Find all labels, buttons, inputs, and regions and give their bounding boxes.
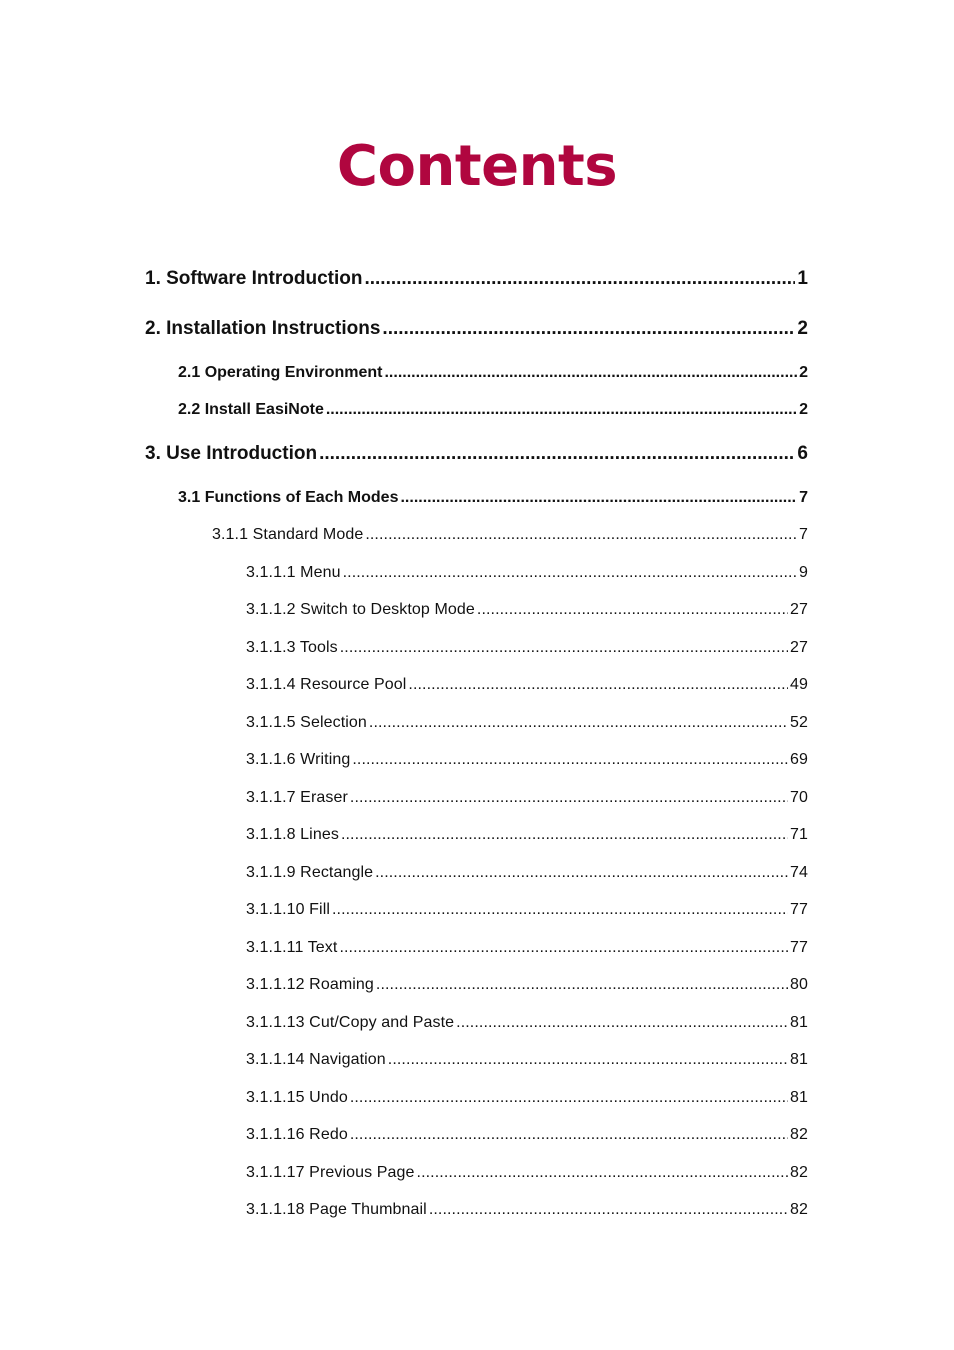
toc-entry-label: 3.1.1.7 Eraser — [246, 789, 348, 806]
toc-entry-functions-of-each-modes[interactable] — [178, 487, 808, 509]
toc-page-number: 2 — [799, 401, 808, 418]
toc-page-number: 74 — [790, 864, 808, 881]
toc-leader-dots — [350, 1087, 788, 1109]
toc-leader-dots — [369, 712, 788, 734]
toc-entry-operating-environment[interactable] — [178, 362, 808, 384]
toc-leader-dots — [400, 487, 797, 509]
toc-entry-roaming[interactable] — [246, 974, 808, 996]
toc-page-number: 77 — [790, 901, 808, 918]
toc-page-number: 9 — [799, 564, 808, 581]
toc-page-number: 70 — [790, 789, 808, 806]
toc-entry-navigation[interactable] — [246, 1049, 808, 1071]
toc-entry-install-easinote[interactable] — [178, 399, 808, 421]
toc-page-number: 27 — [790, 639, 808, 656]
toc-entry-label: 3.1.1.18 Page Thumbnail — [246, 1201, 427, 1218]
toc-page-number: 77 — [790, 939, 808, 956]
toc-entry-label: 3.1.1.12 Roaming — [246, 976, 374, 993]
toc-entry-switch-to-desktop-mode[interactable] — [246, 599, 808, 621]
toc-entry-label: 3.1.1.5 Selection — [246, 714, 367, 731]
toc-entry-selection[interactable] — [246, 712, 808, 734]
toc-entry-label: 3.1.1.6 Writing — [246, 751, 351, 768]
toc-leader-dots — [364, 266, 795, 292]
toc-entry-fill[interactable] — [246, 899, 808, 921]
toc-leader-dots — [417, 1162, 788, 1184]
toc-leader-dots — [365, 524, 797, 546]
toc-entry-label: 2.1 Operating Environment — [178, 364, 383, 381]
toc-page-number: 81 — [790, 1014, 808, 1031]
toc-entry-label: 3.1.1.15 Undo — [246, 1089, 348, 1106]
toc-entry-use-introduction[interactable] — [145, 441, 808, 467]
toc-leader-dots — [326, 399, 797, 421]
toc-entry-label: 3.1.1.13 Cut/Copy and Paste — [246, 1014, 455, 1031]
toc-page-number: 71 — [790, 826, 808, 843]
toc-leader-dots — [343, 562, 797, 584]
toc-entry-label: 3.1.1.3 Tools — [246, 639, 338, 656]
toc-entry-lines[interactable] — [246, 824, 808, 846]
toc-entry-standard-mode[interactable] — [212, 524, 808, 546]
toc-entry-installation-instructions[interactable] — [145, 316, 808, 342]
toc-page-number: 81 — [790, 1051, 808, 1068]
toc-entry-label: 3.1.1.16 Redo — [246, 1126, 348, 1143]
toc-entry-label: 3.1 Functions of Each Modes — [178, 489, 399, 506]
toc-entry-label: 3.1.1 Standard Mode — [212, 526, 364, 543]
toc-entry-label: 3.1.1.2 Switch to Desktop Mode — [246, 601, 475, 618]
toc-leader-dots — [408, 674, 788, 696]
toc-entry-label: 3.1.1.17 Previous Page — [246, 1164, 415, 1181]
toc-page-number: 2 — [799, 364, 808, 381]
toc-entry-redo[interactable] — [246, 1124, 808, 1146]
toc-leader-dots — [382, 316, 795, 342]
toc-entry-label: 3.1.1.10 Fill — [246, 901, 331, 918]
toc-page-number: 69 — [790, 751, 808, 768]
toc-page-number: 7 — [799, 526, 808, 543]
toc-entry-eraser[interactable] — [246, 787, 808, 809]
toc-leader-dots — [319, 441, 795, 467]
toc-entry-label: 3.1.1.14 Navigation — [246, 1051, 386, 1068]
toc-entry-software-introduction[interactable] — [145, 266, 808, 292]
toc-entry-label: 2.2 Install EasiNote — [178, 401, 324, 418]
toc-leader-dots — [352, 749, 788, 771]
toc-page-number: 81 — [790, 1089, 808, 1106]
toc-entry-resource-pool[interactable] — [246, 674, 808, 696]
toc-leader-dots — [429, 1199, 788, 1221]
toc-leader-dots — [376, 974, 788, 996]
toc-page-number: 7 — [799, 489, 808, 506]
toc-entry-label: 2. Installation Instructions — [145, 318, 381, 339]
toc-entry-label: 3.1.1.8 Lines — [246, 826, 339, 843]
toc-entry-previous-page[interactable] — [246, 1162, 808, 1184]
toc-leader-dots — [456, 1012, 788, 1034]
toc-entry-cut-copy-and-paste[interactable] — [246, 1012, 808, 1034]
toc-entry-undo[interactable] — [246, 1087, 808, 1109]
toc-page-number: 82 — [790, 1126, 808, 1143]
page-title: Contents — [336, 134, 618, 199]
toc-entry-label: 3.1.1.9 Rectangle — [246, 864, 374, 881]
toc-entry-page-thumbnail[interactable] — [246, 1199, 808, 1221]
toc-page-number: 82 — [790, 1164, 808, 1181]
toc-leader-dots — [388, 1049, 788, 1071]
toc-page-number: 2 — [797, 318, 808, 339]
toc-leader-dots — [350, 1124, 788, 1146]
toc-entry-label: 3. Use Introduction — [145, 443, 318, 464]
toc-entry-writing[interactable] — [246, 749, 808, 771]
toc-entry-text[interactable] — [246, 937, 808, 959]
toc-entry-label: 3.1.1.1 Menu — [246, 564, 341, 581]
toc-page-number: 80 — [790, 976, 808, 993]
toc-page-number: 82 — [790, 1201, 808, 1218]
toc-entry-label: 3.1.1.11 Text — [246, 939, 338, 956]
toc-leader-dots — [332, 899, 788, 921]
toc-leader-dots — [477, 599, 788, 621]
toc-entry-menu[interactable] — [246, 562, 808, 584]
toc-page-number: 49 — [790, 676, 808, 693]
toc-leader-dots — [384, 362, 797, 384]
toc-page-number: 1 — [797, 268, 808, 289]
toc-entry-label: 1. Software Introduction — [145, 268, 363, 289]
toc-leader-dots — [375, 862, 788, 884]
toc-leader-dots — [350, 787, 788, 809]
toc-leader-dots — [339, 937, 788, 959]
toc-page-number: 6 — [797, 443, 808, 464]
toc-page-number: 27 — [790, 601, 808, 618]
toc-entry-rectangle[interactable] — [246, 862, 808, 884]
toc-page-number: 52 — [790, 714, 808, 731]
toc-entry-label: 3.1.1.4 Resource Pool — [246, 676, 407, 693]
toc-entry-tools[interactable] — [246, 637, 808, 659]
toc-leader-dots — [340, 637, 788, 659]
toc-leader-dots — [341, 824, 788, 846]
